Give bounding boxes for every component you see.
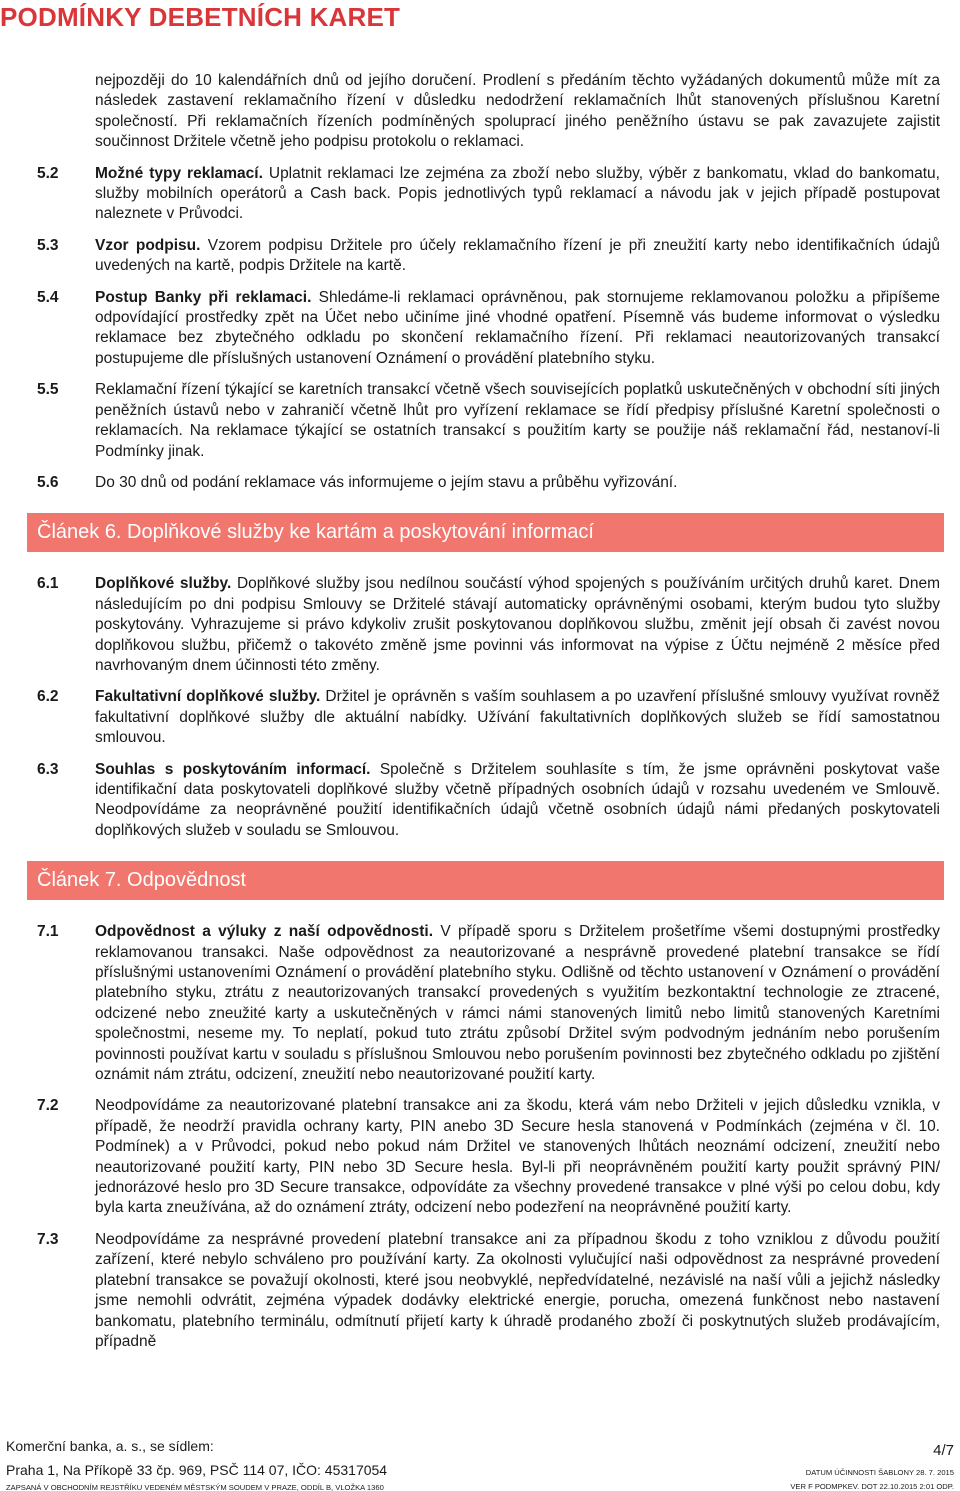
section-number: 7.1 xyxy=(37,923,59,941)
section-number: 5.6 xyxy=(37,473,59,491)
page-header xyxy=(0,0,960,40)
section-number: 5.5 xyxy=(37,381,59,399)
page-title: PODMÍNKY DEBETNÍCH KARET xyxy=(0,2,401,32)
section-7-2 xyxy=(37,1096,940,1218)
section-5-1-continued xyxy=(37,71,940,153)
section-text: V případě sporu s Držitelem prošetříme všemi dostupnými prostředky reklamovanou transakci. Naše odpovědnost za neautorizované a nesprávně provedené platební transakce se řídí příslušnými ustanoveními Oznámení o provádění platebního styku. Odlišně od těchto ustanovení v Oznámení o provádění platebního styku, ztrátu z neautorizovaných transakcí provedených s využitím bezkontaktní technologie ze ztracené, odcizené nebo zneužité karty a uskutečněných v rámci námi stanovených limitů nebo limitů stanovených Karetními společnostmi, neseme my. To neplatí, pokud tuto ztrátu způsobí Držitel svým podvodným jednáním nebo porušením povinnosti používat kartu v souladu s příslušnou Smlouvou nebo porušením povinnosti bez zbytečného odkladu po zjištění oznámit nám ztrátu, odcizení, zneužití nebo neautorizované použití karty. xyxy=(95,923,940,1084)
section-number: 5.2 xyxy=(37,164,59,182)
section-title: Možné typy reklamací. xyxy=(95,164,263,182)
section-text: Doplňkové služby jsou nedílnou součástí výhod spojených s používáním určitých druhů karet. Dnem následujícím po dni podpisu Smlouvy se Držitelé stávají automaticky oprávněnými osobami, kterým budou tyto služby poskytovány. Vyhrazujeme si právo kdykoliv zrušit poskytovanou doplňkovou službu, změnit její obsah či zavést novou doplňkovou službu, přičemž o takovéto změně jsme povinni vás informovat na výpise z Účtu nejméně 2 měsíce před navrhovaným dnem účinnosti této změny. xyxy=(95,575,940,674)
article-title: Článek 7. Odpovědnost xyxy=(37,869,247,892)
footer-registration: ZAPSANÁ V OBCHODNÍM REJSTŘÍKU VEDENÉM MĚSTSKÝM SOUDEM V PRAZE, ODDÍL B, VLOŽKA 1360 xyxy=(6,1483,384,1491)
section-6-3 xyxy=(37,760,940,842)
section-7-3 xyxy=(37,1230,940,1352)
footer-address-line-1: Komerční banka, a. s., se sídlem: xyxy=(6,1438,214,1454)
section-text: Společně s Držitelem souhlasíte s tím, že jsme oprávněni poskytovat vaše identifikační data poskytovateli doplňkové služby včetně případných osobních údajů v rozsahu uvedeném ve Smlouvě. Neodpovídáme za neoprávněné použití identifikačních údajů včetně osobních údajů námi předaných poskytovateli doplňkových služeb v souladu se Smlouvou. xyxy=(95,760,941,839)
page-footer xyxy=(0,1420,960,1491)
section-number: 6.1 xyxy=(37,575,59,593)
template-effective-date: DATUM ÚČINNOSTI ŠABLONY 28. 7. 2015 xyxy=(805,1468,954,1477)
document-version: VER F PODMPKEV. DOT 22.10.2015 2:01 ODP. xyxy=(790,1482,954,1491)
section-6-2 xyxy=(37,687,940,748)
section-7-1 xyxy=(37,922,940,1085)
section-text: Vzorem podpisu Držitele pro účely reklamačního řízení je při zneužití karty nebo identifikačních údajů uvedených na kartě, podpis Držitele na kartě. xyxy=(95,236,940,275)
section-title: Fakultativní doplňkové služby. xyxy=(95,688,321,706)
section-5-6 xyxy=(37,473,940,493)
article-6-heading xyxy=(27,513,944,552)
section-title: Doplňkové služby. xyxy=(95,575,232,593)
section-5-2 xyxy=(37,164,940,225)
section-title: Postup Banky při reklamaci. xyxy=(95,288,312,306)
section-5-4 xyxy=(37,288,940,370)
section-text: Shledáme-li reklamaci oprávněnou, pak stornujeme reklamovanou položku a připíšeme odpovídající prostředky zpět na Účet nebo učiníme jiné vhodné opatření. Písemně vás budeme informovat o výsledku reklamace bez zbytečného odkladu po skončení reklamačního řízení. Při reklamaci neautorizovaných transakcí postupujeme dle příslušných ustanovení Oznámení o provádění platebního styku. xyxy=(95,288,941,367)
section-title: Souhlas s poskytováním informací. xyxy=(95,760,371,778)
page-number: 4/7 xyxy=(933,1442,954,1459)
article-title: Článek 6. Doplňkové služby ke kartám a poskytování informací xyxy=(37,521,594,544)
section-number: 7.2 xyxy=(37,1097,59,1115)
section-number: 6.2 xyxy=(37,688,59,706)
section-title: Vzor podpisu. xyxy=(95,236,201,254)
section-text: Reklamační řízení týkající se karetních transakcí včetně všech souvisejících poplatků uskutečněných v obchodní síti jiných peněžních ústavů nebo v zahraničí včetně lhůt pro vyřízení reklamace se řídí předpisy příslušné Karetní společnosti o reklamacích. Na reklamace týkající se ostatních transakcí s použitím karty se použije náš reklamační řád, nestanoví-li Podmínky jinak. xyxy=(95,381,940,460)
section-number: 5.4 xyxy=(37,288,59,306)
section-5-5 xyxy=(37,380,940,462)
footer-address-line-2: Praha 1, Na Příkopě 33 čp. 969, PSČ 114 07, IČO: 45317054 xyxy=(6,1462,388,1478)
section-number: 7.3 xyxy=(37,1230,59,1248)
section-text: Uplatnit reklamaci lze zejména za zboží nebo služby, výběr z bankomatu, vklad do bankomatu, služby mobilních operátorů a Cash back. Popis jednotlivých typů reklamací a návodu jak v jejich případě postupovat naleznete v Průvodci. xyxy=(95,164,940,223)
section-text: Neodpovídáme za neautorizované platební transakce ani za škodu, která vám nebo Držiteli v jejich důsledku vznikla, v případě, že neodrží pravidla ochrany karty, PIN anebo 3D Secure hesla stanovená v Podmínkách (zejména v čl. 10. Podmínek) a v Průvodci, pokud nebo pokud nám Držitel ve stanovených lhůtách neoznámí odcizení, zneužití nebo neautorizované použití karty, PIN nebo 3D Secure hesla. Byl-li při neoprávněném použití karty použit správný PIN/ jednorázové heslo pro 3D Secure transakce, odpovídáte za všechny provedené transakce v plné výši po celou dobu, kdy byla karta zneužívána, až do oznámení ztráty, odcizení nebo podezření na neoprávněné použití karty. xyxy=(95,1097,940,1217)
section-text: Do 30 dnů od podání reklamace vás informujeme o jejím stavu a průběhu vyřizování. xyxy=(95,473,678,491)
document-body xyxy=(37,71,940,1352)
section-5-3 xyxy=(37,236,940,277)
section-title: Odpovědnost a výluky z naší odpovědnosti. xyxy=(95,923,434,941)
section-number: 6.3 xyxy=(37,760,59,778)
section-text: Držitel je oprávněn s vaším souhlasem a po uzavření příslušné smlouvy využívat rovněž fakultativní doplňkové služby dle aktuální nabídky. Užívání fakultativních doplňkových služeb se řídí samostatnou smlouvou. xyxy=(95,688,940,747)
section-6-1 xyxy=(37,574,940,676)
section-text: nejpozději do 10 kalendářních dnů od jejího doručení. Prodlení s předáním těchto vyžádaných dokumentů může mít za následek zastavení reklamačního řízení v důsledku nedodržení reklamačních lhůt stanovených příslušnou Karetní společností. Při reklamačních řízeních podmíněných spoluprací jiného peněžního ústavu se pak zavazujete zajistit součinnost Držitele včetně jeho podpisu protokolu o reklamaci. xyxy=(95,72,940,151)
section-text: Neodpovídáme za nesprávné provedení platební transakce ani za případnou škodu z toho vzniklou z důvodu použití zařízení, které nebylo schváleno pro používání karty. Za okolnosti vylučující naši odpovědnost za nesprávné provedení platební transakce se považují okolnosti, které jsou neobvyklé, nepředvídatelné, nezávislé na naší vůli a jejichž následky jsme nemohli odvrátit, zejména výpadek dodávky elektrické energie, porucha, omezená funkčnost nebo nastavení bankomatu, platebního terminálu, odmítnutí přijetí karty k úhradě prodaného zboží či poskytnutých služeb prodávajícím, případně xyxy=(95,1230,940,1350)
section-number: 5.3 xyxy=(37,236,59,254)
article-7-heading xyxy=(27,861,944,900)
